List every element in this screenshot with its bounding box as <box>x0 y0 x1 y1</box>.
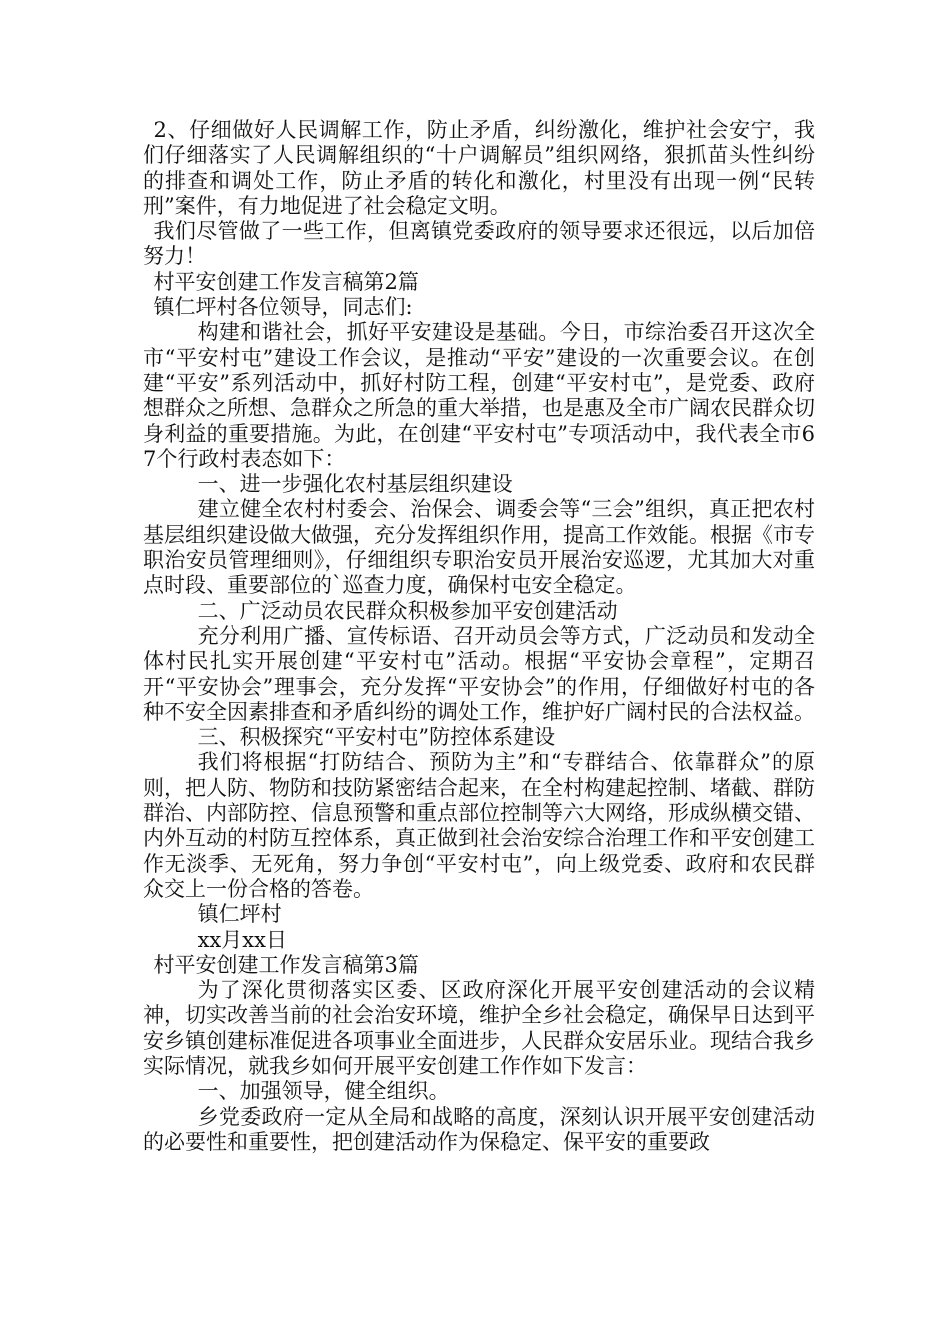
heading-point-2: 二、广泛动员农民群众积极参加平安创建活动 <box>197 598 618 623</box>
heading-point-3: 三、积极探究“平安村屯”防控体系建设 <box>197 725 556 750</box>
paragraph-intro: 构建和谐社会，抓好平安建设是基础。今日，市综治委召开这次全市“平安村屯”建设工作会议，是推动“平安”建设的一次重要会议。在创建“平安”系列活动中，抓好村防工程，创建“平安村屯”，是党委、政府想群众之所想、急群众之所急的重大举措，也是惠及全市广阔农民群众切身利益的重要措施。为此，在创建“平安村屯”专项活动中，我代表全市67个行政村表态如下： <box>143 320 815 471</box>
paragraph-point-2: 充分利用广播、宣传标语、召开动员会等方式，广泛动员和发动全体村民扎实开展创建“平安村屯”活动。根据“平安协会章程”，定期召开“平安协会”理事会，充分发挥“平安协会”的作用，仔细做好村屯的各种不安全因素排查和矛盾纠纷的调处工作，维护好广阔村民的合法权益。 <box>143 623 815 724</box>
document-page <box>143 118 815 1155</box>
paragraph-mediation-work: 2、仔细做好人民调解工作，防止矛盾，纠纷激化，维护社会安宁，我们仔细落实了人民调解组织的“十户调解员”组织网络，狠抓苗头性纠纷的排查和调处工作，防止矛盾的转化和激化，村里没有出现一例“民转刑”案件，有力地促进了社会稳定文明。 <box>143 118 815 218</box>
paragraph-closing-remark: 我们尽管做了一些工作，但离镇党委政府的领导要求还很远，以后加倍努力！ <box>143 219 815 269</box>
heading-part-3-point-1: 一、加强领导，健全组织。 <box>197 1079 450 1104</box>
paragraph-point-1: 建立健全农村村委会、治保会、调委会等“三会”组织，真正把农村基层组织建设做大做强，充分发挥组织作用，提高工作效能。根据《市专职治安员管理细则》，仔细组织专职治安员开展治安巡逻，尤其加大对重点时段、重要部位的`巡查力度，确保村屯安全稳定。 <box>143 497 815 598</box>
signature-village: 镇仁坪村 <box>197 902 282 927</box>
section-title-part-3: 村平安创建工作发言稿第3篇 <box>153 952 419 977</box>
paragraph-part-3-intro: 为了深化贯彻落实区委、区政府深化开展平安创建活动的会议精神，切实改善当前的社会治安环境，维护全乡社会稳定，确保早日达到平安乡镇创建标准促进各项事业全面进步，人民群众安居乐业。现结合我乡实际情况，就我乡如何开展平安创建工作作如下发言： <box>143 978 815 1078</box>
section-title-part-2: 村平安创建工作发言稿第2篇 <box>153 269 419 294</box>
signature-date: xx月xx日 <box>197 927 287 952</box>
paragraph-part-3-point-1: 乡党委政府一定从全局和战略的高度，深刻认识开展平安创建活动的必要性和重要性，把创建活动作为保稳定、保平安的重要政 <box>143 1104 815 1154</box>
paragraph-point-3: 我们将根据“打防结合、预防为主”和“专群结合、依靠群众”的原则，把人防、物防和技防紧密结合起来，在全村构建起控制、堵截、群防群治、内部防控、信息预警和重点部位控制等六大网络，形成纵横交错、内外互动的村防互控体系，真正做到社会治安综合治理工作和平安创建工作无淡季、无死角，努力争创“平安村屯”，向上级党委、政府和农民群众交上一份合格的答卷。 <box>143 750 815 901</box>
heading-point-1: 一、进一步强化农村基层组织建设 <box>197 472 513 497</box>
salutation: 镇仁坪村各位领导，同志们: <box>153 295 413 320</box>
